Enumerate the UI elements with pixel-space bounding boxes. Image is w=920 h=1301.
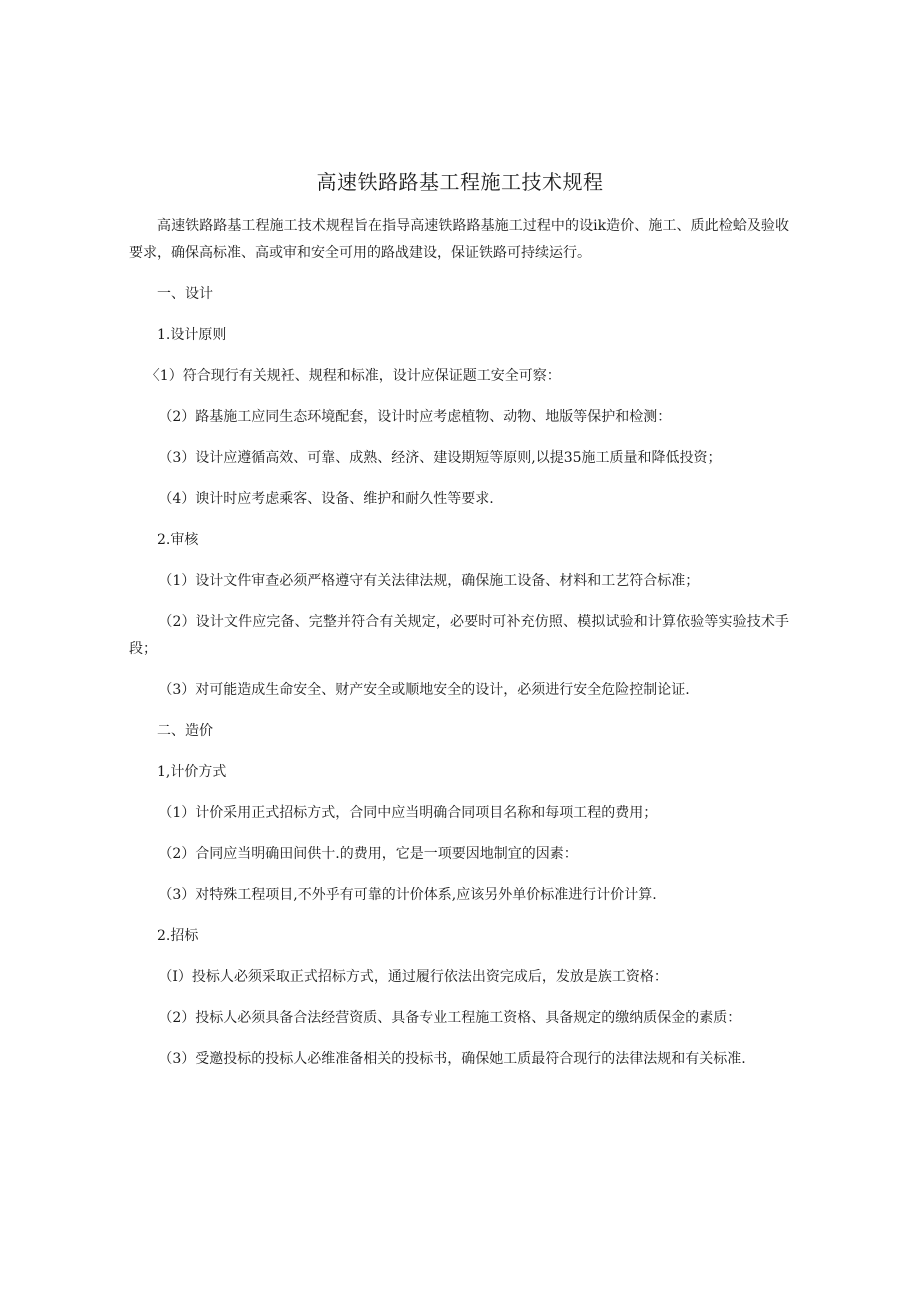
list-item: （2）投标人必须具备合法经营资质、具备专业工程施工资格、具备规定的缴纳质保金的素质： [158, 1010, 742, 1026]
list-item: （I）投标人必须采取正式招标方式，通过履行依法出资完成后，发放是族工资格： [158, 969, 668, 985]
list-item: （2）合同应当明确田间供十.的费用，它是一项要因地制宜的因素： [158, 846, 578, 862]
list-item: （3）对特殊工程项目,不外乎有可靠的计价体系,应该另外单价标准进行计价计算. [158, 887, 657, 903]
document-body [129, 213, 789, 1073]
subsection-heading-pricing: 1,计价方式 [157, 764, 227, 780]
list-item: （2）路基施工应同生态环境配套，设计时应考虑植物、动物、地版等保护和检测： [158, 409, 672, 425]
subsection-heading-principles: 1.设计原则 [157, 327, 227, 343]
intro-paragraph: 高速铁路路基工程施工技术规程旨在指导高速铁路路基施工过程中的设ik造价、施工、质此检蛤及验收要求，确保高标准、高或审和安全可用的路战建设，保证铁路可持续运行。 [129, 218, 789, 261]
list-item: （1）设计文件审查必须严格遵守有关法律法规，确保施工设备、材料和工艺符合标准； [158, 573, 700, 589]
list-item: （4）谀计时应考虑乘客、设备、维护和耐久性等要求. [158, 491, 494, 507]
list-item: 〈1）符合现行有关规衽、规程和标准，设计应保证题工安全可察： [145, 368, 561, 384]
subsection-heading-review: 2.审核 [157, 532, 199, 548]
list-item: （1）计价采用正式招标方式，合同中应当明确合同项目名称和每项工程的费用； [158, 805, 658, 821]
list-item: （3）设计应遵循高效、可靠、成熟、经济、建设期短等原则,以提35施工质量和降低投资； [158, 450, 722, 466]
section-heading-design: 一、设计 [157, 286, 213, 302]
subsection-heading-bidding: 2.招标 [157, 928, 199, 944]
list-item: （3）对可能造成生命安全、财产安全或顺地安全的设计，必须进行安全危险控制论证. [158, 682, 690, 698]
document-title: 高速铁路路基工程施工技术规程 [316, 170, 604, 194]
list-item: （3）受邀投标的投标人必维准备相关的投标书，确保她工质最符合现行的法律法规和有关标准. [158, 1051, 746, 1067]
section-heading-cost: 二、造价 [157, 723, 213, 739]
list-item: （2）设计文件应完备、完整并符合有关规定，必要时可补充仿照、模拟试验和计算依验等实验技术手段； [129, 614, 789, 657]
